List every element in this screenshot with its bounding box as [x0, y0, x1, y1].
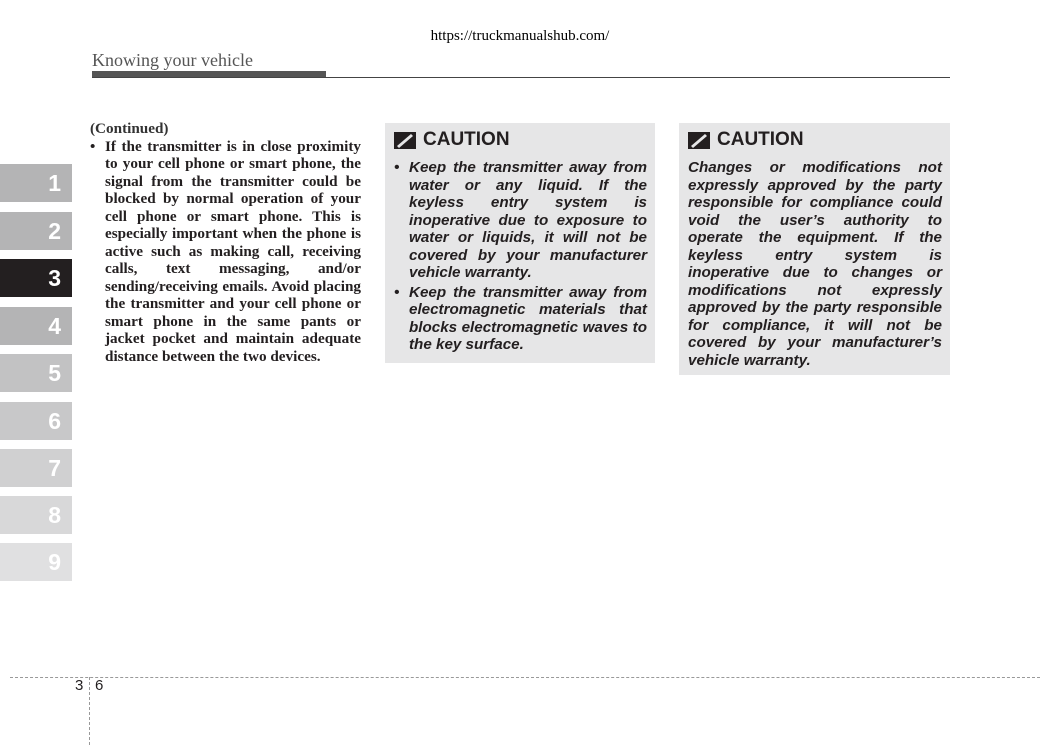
- caution-box-2: [679, 123, 950, 375]
- chapter-tab-8[interactable]: 8: [0, 496, 72, 534]
- bullet-text: If the transmitter is in close proximity to your cell phone or smart phone, the signal from the transmitter could be blocked by normal operation of your cell phone or smart phone. This is especially important when the phone is active such as making call, receiving calls, text messaging, and/or sending/receiving emails. Avoid placing the transmitter and your cell phone or smart phone in the same pants or jacket pocket and maintain adequate distance between the two devices.: [105, 137, 361, 365]
- header-rule: [92, 77, 950, 78]
- source-url: https://truckmanualshub.com/: [430, 28, 610, 44]
- caution-slash-icon: [688, 132, 710, 149]
- chapter-tab-7[interactable]: 7: [0, 449, 72, 487]
- body-column: [90, 120, 361, 365]
- caution-text: Changes or modifications not expressly approved by the party responsible for compliance could void the user’s authority to operate the equipment. If the keyless entry system is inoperative due to changes or modifications not expressly approved by the party responsible for compliance, it will not be covered by your manufacturer’s vehicle warranty.: [688, 159, 942, 369]
- footer-divider: [10, 677, 1040, 678]
- caution-title: CAUTION: [423, 129, 510, 150]
- page-chapter-number: 3: [75, 677, 84, 694]
- bullet-marker: •: [90, 137, 96, 155]
- section-title: Knowing your vehicle: [92, 50, 253, 70]
- caution-item: [394, 284, 647, 354]
- chapter-tab-3[interactable]: 3: [0, 259, 72, 297]
- caution-item-text: Keep the transmitter away from electromagnetic materials that blocks electromagnetic waves to the key surface.: [409, 283, 647, 353]
- chapter-tab-6[interactable]: 6: [0, 402, 72, 440]
- caution-box-1: [385, 123, 655, 363]
- caution-item-text: Keep the transmitter away from water or any liquid. If the keyless entry system is inoperative due to exposure to water or liquids, it will not be covered by your manufacturer vehicle warranty.: [409, 159, 647, 281]
- caution-heading: [688, 129, 942, 151]
- page-number: 6: [95, 677, 104, 694]
- caution-slash-icon: [394, 132, 416, 149]
- chapter-tab-4[interactable]: 4: [0, 307, 72, 345]
- footer-vertical-divider: [89, 677, 90, 745]
- chapter-tab-9[interactable]: 9: [0, 543, 72, 581]
- caution-heading: [394, 129, 647, 151]
- caution-title: CAUTION: [717, 129, 804, 150]
- bullet-marker: •: [394, 159, 400, 176]
- chapter-tab-1[interactable]: 1: [0, 164, 72, 202]
- bullet-item: [90, 138, 361, 366]
- chapter-tab-2[interactable]: 2: [0, 212, 72, 250]
- caution-item: [394, 159, 647, 282]
- chapter-tab-5[interactable]: 5: [0, 354, 72, 392]
- bullet-marker: •: [394, 283, 400, 301]
- continued-label: (Continued): [90, 120, 169, 137]
